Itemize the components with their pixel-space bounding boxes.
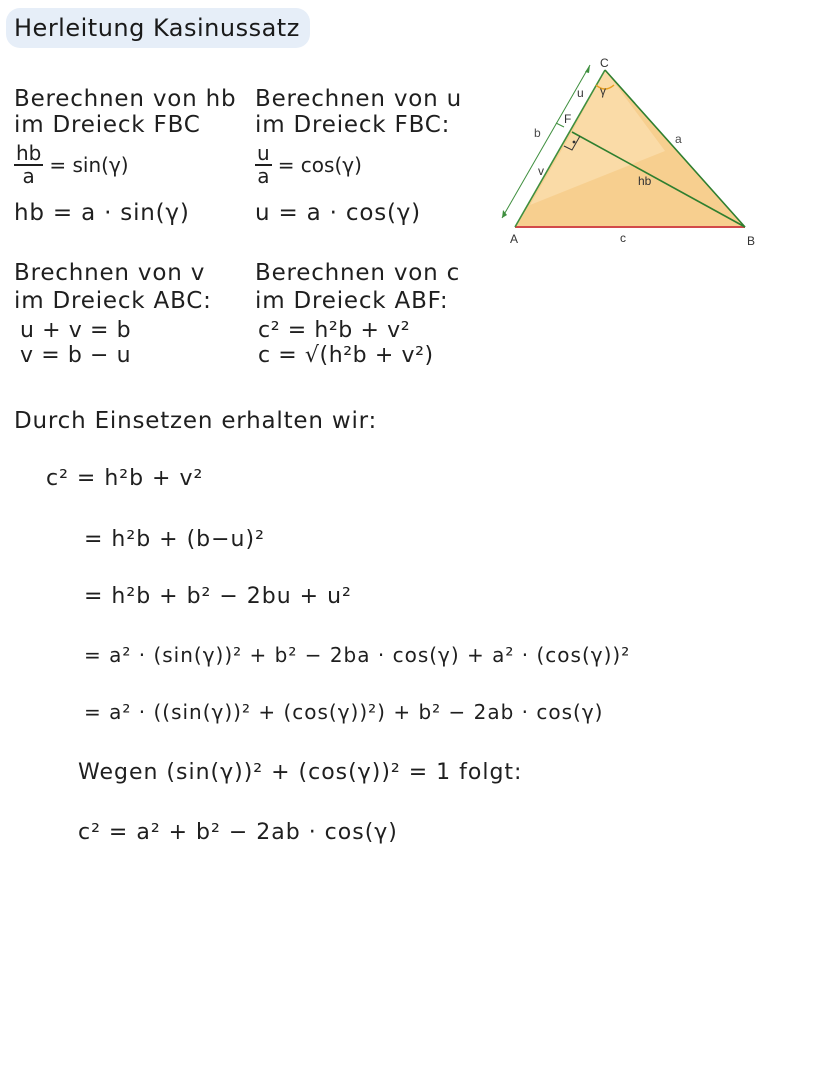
page-title: Herleitung Kasinussatz: [14, 14, 300, 42]
label-gamma: γ: [600, 84, 606, 98]
step-3: = a² · (sin(γ))² + b² − 2ba · cos(γ) + a² · (cos(γ))²: [84, 643, 631, 667]
hb-frac-num: hb: [16, 141, 42, 165]
label-hb: hb: [638, 174, 652, 188]
step-1: = h²b + (b−u)²: [84, 527, 265, 552]
final-formula: c² = a² + b² − 2ab · cos(γ): [78, 820, 398, 845]
label-b-vertex: B: [747, 234, 756, 248]
u-frac-num: u: [257, 141, 270, 165]
step-2: = h²b + b² − 2bu + u²: [84, 584, 352, 609]
step-4: = a² · ((sin(γ))² + (cos(γ))²) + b² − 2ab · cos(γ): [84, 700, 604, 724]
label-side-a: a: [675, 132, 682, 146]
triangle-diagram: [490, 55, 765, 250]
label-c-vertex: C: [600, 56, 609, 70]
v-eq2: v = b − u: [20, 343, 132, 368]
hb-heading-line1: Berechnen von hb: [14, 86, 237, 112]
v-heading-line2: im Dreieck ABC:: [14, 288, 212, 314]
label-v: v: [538, 164, 544, 178]
measure-b-arrow-c: [585, 65, 590, 73]
u-frac-rhs: = cos(γ): [277, 153, 362, 177]
label-side-b: b: [534, 126, 541, 140]
uv-divider: [556, 123, 564, 127]
hb-frac-rhs: = sin(γ): [49, 153, 129, 177]
hb-fraction: [14, 143, 129, 187]
step-0: c² = h²b + v²: [46, 466, 204, 491]
right-angle-dot: [573, 141, 576, 144]
substitution-intro: Durch Einsetzen erhalten wir:: [14, 408, 378, 434]
label-u: u: [577, 86, 584, 100]
u-frac-den: a: [257, 164, 270, 188]
v-eq1: u + v = b: [20, 318, 132, 343]
hb-frac-den: a: [22, 164, 35, 188]
hb-heading-line2: im Dreieck FBC: [14, 112, 201, 138]
v-heading-line1: Brechnen von v: [14, 260, 206, 286]
c-heading-line1: Berechnen von c: [255, 260, 461, 286]
u-fraction: [255, 143, 362, 187]
u-heading-line1: Berechnen von u: [255, 86, 463, 112]
label-f: F: [564, 112, 572, 126]
hb-result: hb = a · sin(γ): [14, 200, 190, 226]
u-result: u = a · cos(γ): [255, 200, 421, 226]
c-heading-line2: im Dreieck ABF:: [255, 288, 449, 314]
c-eq1: c² = h²b + v²: [258, 318, 411, 343]
because-line: Wegen (sin(γ))² + (cos(γ))² = 1 folgt:: [78, 760, 523, 785]
u-heading-line2: im Dreieck FBC:: [255, 112, 451, 138]
label-side-c: c: [620, 231, 626, 245]
label-a-vertex: A: [510, 232, 519, 246]
c-eq2: c = √(h²b + v²): [258, 343, 434, 368]
